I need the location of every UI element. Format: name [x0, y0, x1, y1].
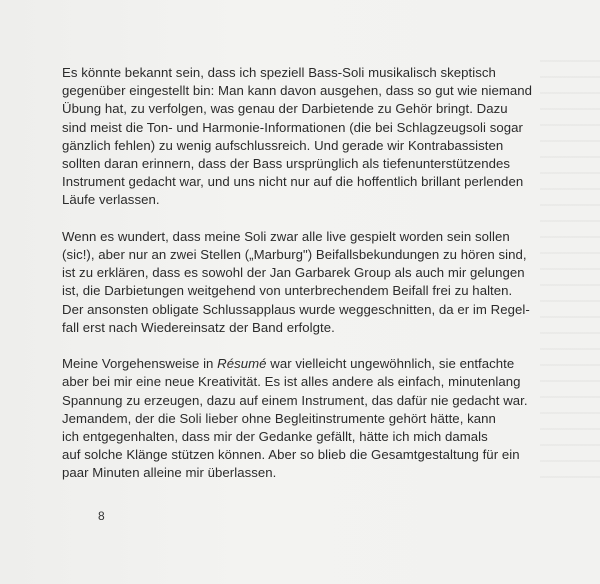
- text-line: fall erst nach Wiedereinsatz der Band erfolgte.: [62, 319, 335, 335]
- text-line: aber bei mir eine neue Kreativität. Es ist alles andere als einfach, minutenlang: [62, 374, 521, 390]
- paragraph-1: [62, 64, 556, 210]
- text-line: ist, die Darbietungen weitgehend von unterbrechendem Beifall frei zu halten.: [62, 283, 513, 299]
- text-line: auf solche Klänge stützen können. Aber so blieb die Gesamtgestaltung für ein: [62, 447, 520, 463]
- text-line: paar Minuten alleine mir überlassen.: [62, 465, 277, 481]
- paragraph-2: [62, 228, 556, 337]
- body-text: [62, 64, 556, 501]
- text-segment: war vielleicht ungewöhnlich, sie entfachte: [266, 356, 515, 372]
- paragraph-3: [62, 355, 556, 482]
- text-segment: Meine Vorgehensweise in: [62, 356, 218, 372]
- text-line-first: [62, 355, 556, 373]
- album-title: Résumé: [217, 356, 267, 372]
- text-line: Wenn es wundert, dass meine Soli zwar alle live gespielt worden sein sollen: [62, 228, 510, 244]
- text-line: sind meist die Ton- und Harmonie-Informationen (die bei Schlagzeugsoli sogar: [62, 119, 523, 135]
- text-line: sollten daran erinnern, dass der Bass ursprünglich als tiefenunterstützendes: [62, 156, 511, 172]
- text-line: Spannung zu erzeugen, dazu auf einem Instrument, das dafür nie gedacht war.: [62, 392, 528, 408]
- text-line: Übung hat, zu verfolgen, was genau der Darbietende zu Gehör bringt. Dazu: [62, 101, 508, 117]
- text-line: ist zu erklären, dass es sowohl der Jan Garbarek Group als auch mir gelungen: [62, 265, 525, 281]
- text-line: (sic!), aber nur an zwei Stellen („Marburg") Beifallsbekundungen zu hören sind,: [62, 247, 527, 263]
- text-line: ich entgegenhalten, dass mir der Gedanke gefällt, hätte ich mich damals: [62, 429, 488, 445]
- text-line: Der ansonsten obligate Schlussapplaus wurde weggeschnitten, da er im Regel-: [62, 301, 530, 317]
- page-number: 8: [98, 509, 105, 523]
- text-line: Jemandem, der die Soli lieber ohne Begleitinstrumente gehört hätte, kann: [62, 410, 496, 426]
- text-line: Es könnte bekannt sein, dass ich speziell Bass-Soli musikalisch skeptisch: [62, 65, 496, 80]
- text-line: Instrument gedacht war, und uns nicht nur auf die hoffentlich brillant perlenden: [62, 174, 524, 190]
- text-line: gänzlich fehlen) zu wenig aufschlussreich. Und gerade wir Kontrabassisten: [62, 137, 504, 153]
- text-line: Läufe verlassen.: [62, 192, 160, 208]
- text-line: gegenüber eingestellt bin: Man kann davon ausgehen, dass so gut wie niemand: [62, 83, 533, 99]
